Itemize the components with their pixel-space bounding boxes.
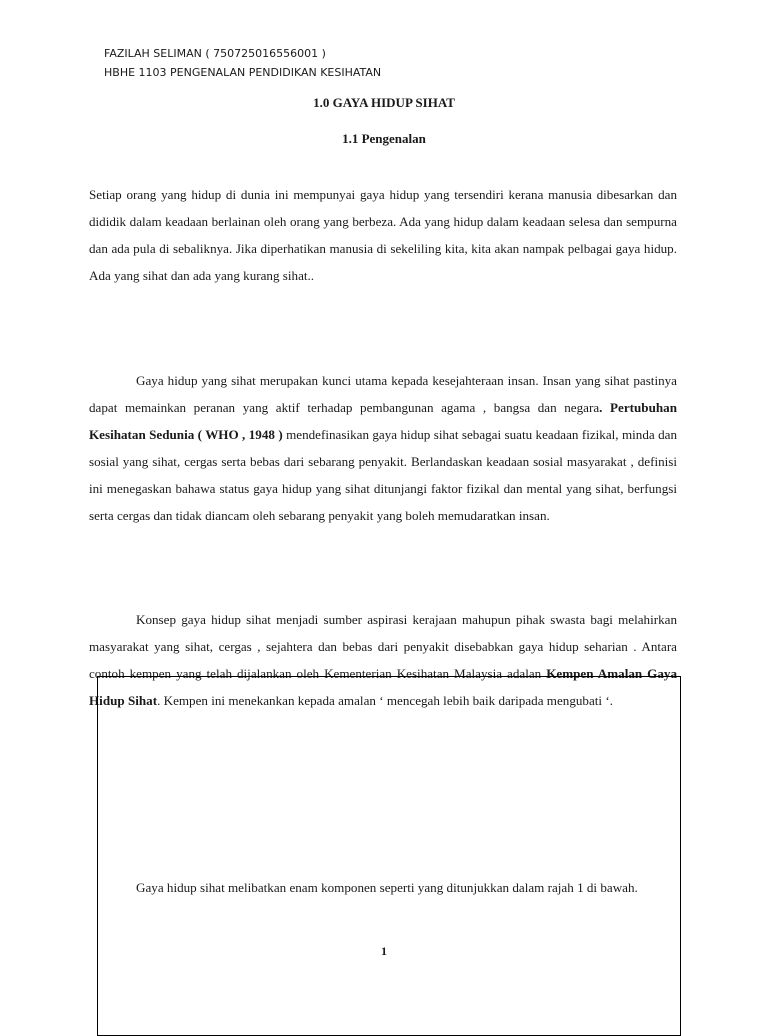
section-title: 1.0 GAYA HIDUP SIHAT [313, 95, 455, 110]
paragraph-text: mendefinasikan gaya hidup sihat sebagai suatu keadaan fizikal, minda dan sosial yang sihat, cergas serta bebas dari sebarang penyakit. Berlandaskan keadaan sosial masyarakat , definisi ini menegaskan bahawa status gaya hidup yang sihat ditunjangi faktor fizikal dan mental yang sihat, berfungsi serta cergas dan tidak diancam oleh sebarang penyakit yang boleh memudaratkan insan. [89, 427, 677, 523]
paragraph-intro: Setiap orang yang hidup di dunia ini mempunyai gaya hidup yang tersendiri kerana manusia dibesarkan dan dididik dalam keadaan berlainan oleh orang yang berbeza. Ada yang hidup dalam keadaan selesa dan sempurna dan ada pula di sebaliknya. Jika diperhatikan manusia di sekeliling kita, kita akan nampak pelbagai gaya hidup. Ada yang sihat dan ada yang kurang sihat.. [89, 187, 677, 283]
author-line: FAZILAH SELIMAN ( 750725016556001 ) [104, 47, 326, 60]
paragraph-text: Gaya hidup yang sihat merupakan kunci utama kepada kesejahteraan insan. Insan yang sihat pastinya dapat memainkan peranan yang aktif terhadap pembangunan agama , bangsa dan negara [89, 373, 677, 415]
course-line: HBHE 1103 PENGENALAN PENDIDIKAN KESIHATAN [104, 66, 382, 79]
paragraph-text: . Kempen ini menekankan kepada amalan ‘ mencegah lebih baik daripada mengubati ‘. [157, 693, 613, 708]
campaign-name: Kempen Amalan Gaya Hidup Sihat [89, 666, 677, 708]
paragraph-components [89, 874, 677, 901]
who-citation: . Pertubuhan Kesihatan Sedunia ( WHO , 1948 ) [89, 400, 677, 442]
subsection-title: 1.1 Pengenalan [342, 131, 426, 146]
page-number: 1 [381, 944, 387, 958]
figure-frame [97, 676, 681, 1036]
paragraph-text: Konsep gaya hidup sihat menjadi sumber aspirasi kerajaan mahupun pihak swasta bagi melahirkan masyarakat yang sihat, cergas , sejahtera dan bebas dari penyakit disebabkan gaya hidup seharian . Antara contoh kempen yang telah dijalankan oleh Kementerian Kesihatan Malaysia adalan [89, 612, 677, 681]
paragraph-who-definition [89, 367, 677, 529]
paragraph-text: Gaya hidup sihat melibatkan enam komponen seperti yang ditunjukkan dalam rajah 1 di bawah. [136, 880, 638, 895]
